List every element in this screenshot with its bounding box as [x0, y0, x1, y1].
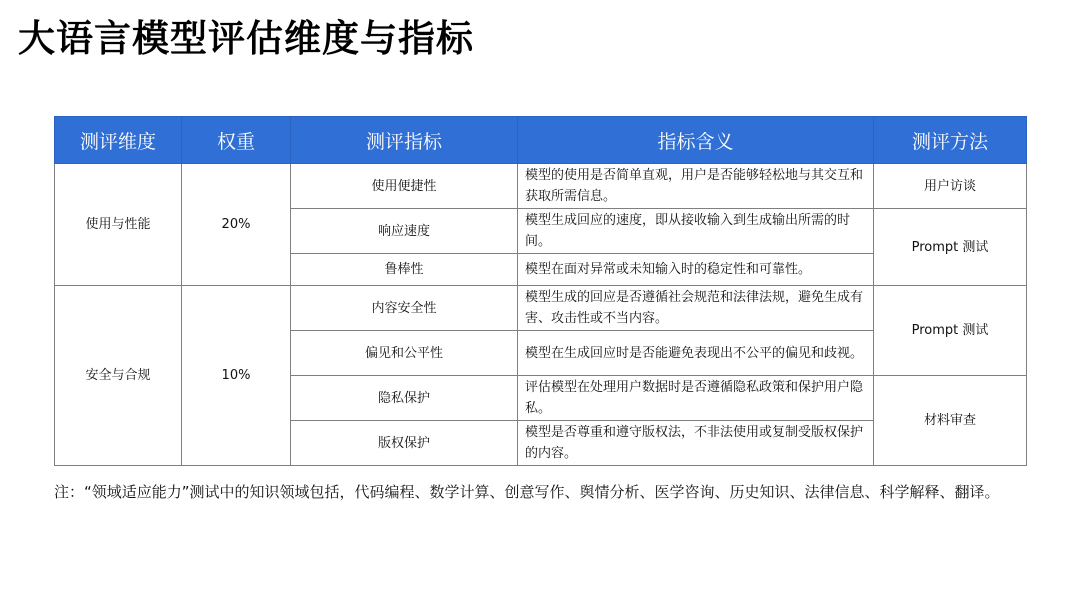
meaning-cell: 模型在生成回应时是否能避免表现出不公平的偏见和歧视。: [518, 331, 874, 376]
meaning-cell: 模型在面对异常或未知输入时的稳定性和可靠性。: [518, 254, 874, 286]
header-meaning: 指标含义: [518, 117, 874, 164]
meaning-cell: 模型的使用是否简单直观，用户是否能够轻松地与其交互和获取所需信息。: [518, 164, 874, 209]
metric-cell: 隐私保护: [291, 376, 518, 421]
dimension-cell: 安全与合规: [55, 286, 182, 466]
metric-cell: 版权保护: [291, 421, 518, 466]
table-row: [55, 286, 1027, 331]
weight-cell: 10%: [182, 286, 291, 466]
meaning-cell: 模型是否尊重和遵守版权法，不非法使用或复制受版权保护的内容。: [518, 421, 874, 466]
method-cell: Prompt 测试: [874, 209, 1027, 286]
metric-cell: 内容安全性: [291, 286, 518, 331]
metric-cell: 偏见和公平性: [291, 331, 518, 376]
metric-cell: 鲁棒性: [291, 254, 518, 286]
metric-cell: 响应速度: [291, 209, 518, 254]
method-cell: 材料审查: [874, 376, 1027, 466]
header-dimension: 测评维度: [55, 117, 182, 164]
weight-cell: 20%: [182, 164, 291, 286]
table-row: [55, 164, 1027, 209]
evaluation-table: [54, 116, 1027, 466]
meaning-cell: 模型生成的回应是否遵循社会规范和法律法规，避免生成有害、攻击性或不当内容。: [518, 286, 874, 331]
header-method: 测评方法: [874, 117, 1027, 164]
dimension-cell: 使用与性能: [55, 164, 182, 286]
meaning-cell: 评估模型在处理用户数据时是否遵循隐私政策和保护用户隐私。: [518, 376, 874, 421]
method-cell: 用户访谈: [874, 164, 1027, 209]
header-metric: 测评指标: [291, 117, 518, 164]
table-header-row: [55, 117, 1027, 164]
header-weight: 权重: [182, 117, 291, 164]
page-title: 大语言模型评估维度与指标: [18, 17, 474, 60]
footnote: 注：“领域适应能力”测试中的知识领域包括，代码编程、数学计算、创意写作、舆情分析、医学咨询、历史知识、法律信息、科学解释、翻译。: [54, 483, 1000, 501]
method-cell: Prompt 测试: [874, 286, 1027, 376]
metric-cell: 使用便捷性: [291, 164, 518, 209]
meaning-cell: 模型生成回应的速度，即从接收输入到生成输出所需的时间。: [518, 209, 874, 254]
